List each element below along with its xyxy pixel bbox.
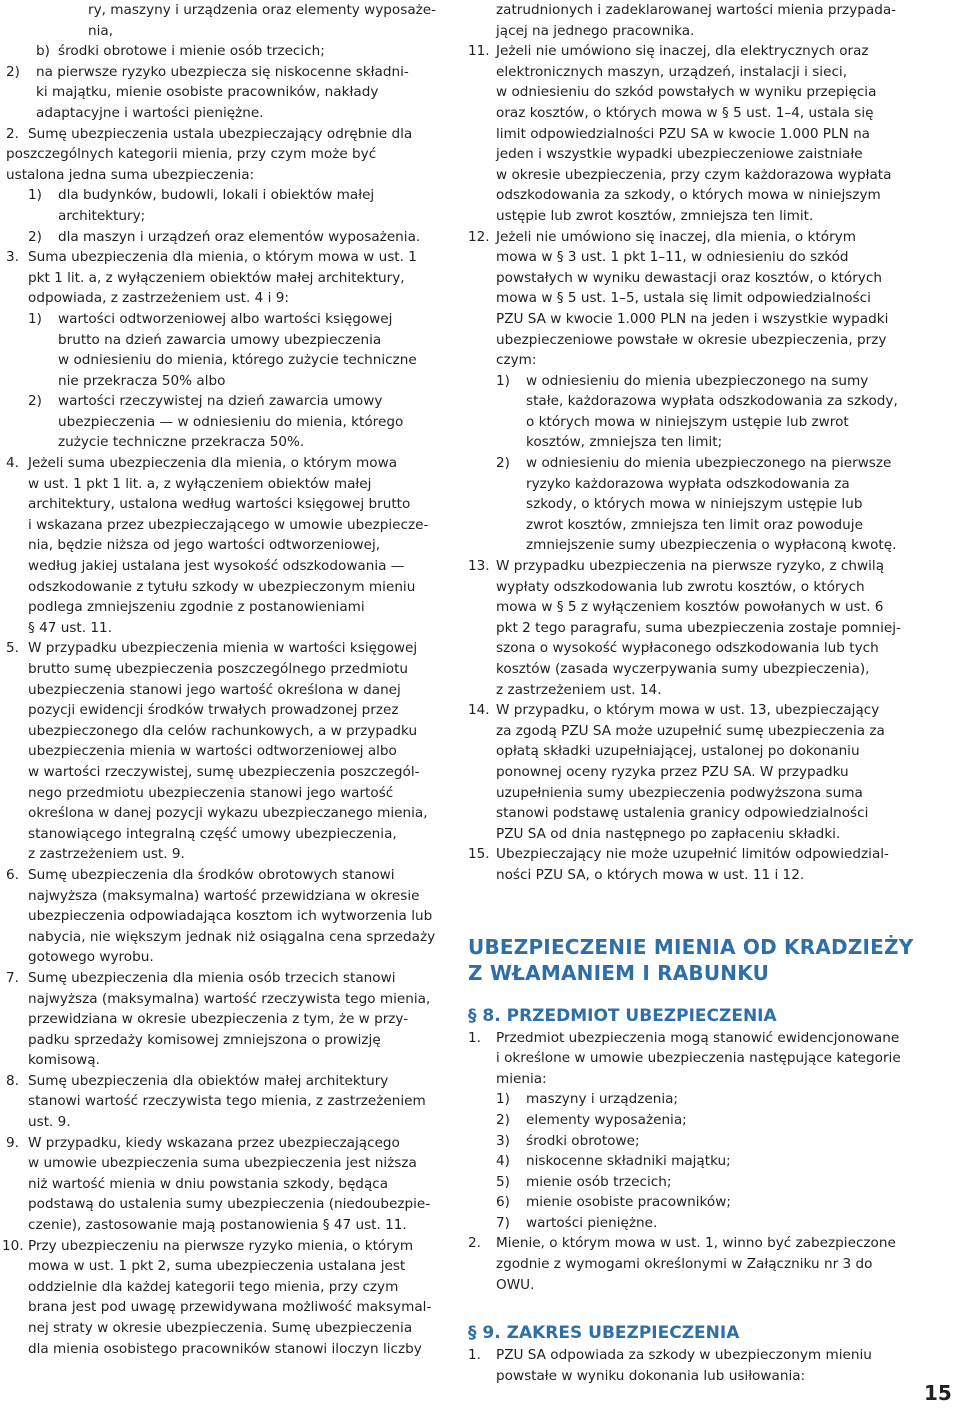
- text-line: zmniejszenie sumy ubezpieczenia o wypłaconą kwotę.: [526, 537, 897, 554]
- text-line: W przypadku ubezpieczenia mienia w wartości księgowej: [28, 640, 418, 657]
- text-line: Przedmiot ubezpieczenia mogą stanowić ewidencjonowane: [496, 1029, 900, 1046]
- text-line: oddzielnie dla każdej kategorii tego mienia, przy czym: [28, 1278, 399, 1295]
- paragraph-block: [468, 1131, 920, 1152]
- text-line: i wskazana przez ubezpieczającego w umowie ubezpiecze-: [28, 516, 429, 533]
- text-line: w umowie ubezpieczenia suma ubezpieczenia jest niższa: [28, 1155, 417, 1172]
- paragraph-block: [6, 247, 450, 309]
- item-text: [496, 0, 920, 41]
- text-line: pkt 1 lit. a, z wyłączeniem obiektów małej architektury,: [28, 269, 405, 286]
- item-number: 5): [496, 1173, 510, 1190]
- item-number: 5.: [6, 640, 19, 657]
- item-text: [496, 1233, 920, 1295]
- paragraph-block: [468, 556, 920, 700]
- left-column: [2, 0, 450, 1359]
- item-text: [6, 144, 450, 185]
- paragraph-block: [6, 391, 450, 453]
- text-line: ubezpieczeniowe powstałe w okresie ubezpieczenia, przy: [496, 331, 887, 348]
- text-line: PZU SA w kwocie 1.000 PLN na jeden i wszystkie wypadki: [496, 310, 889, 327]
- text-line: ustalona jedna suma ubezpieczenia:: [6, 166, 255, 183]
- text-line: szkody, o których mowa w niniejszym ustępie lub: [526, 496, 863, 513]
- item-text: [496, 227, 920, 371]
- text-line: ubezpieczenia stanowi jego wartość określona w danej: [28, 681, 401, 698]
- paragraph-block: [468, 371, 920, 453]
- text-line: szona o wysokość wypłaconego odszkodowania lub tych: [496, 640, 879, 657]
- text-line: brutto na dzień zawarcia umowy ubezpieczenia: [58, 331, 382, 348]
- text-line: z zastrzeżeniem ust. 14.: [496, 681, 662, 698]
- paragraph-block: [6, 309, 450, 391]
- item-number: 2): [6, 63, 20, 80]
- item-number: 15.: [468, 846, 490, 863]
- text-line: ności PZU SA, o których mowa w ust. 11 i 12.: [496, 866, 805, 883]
- text-line: mienie osobiste pracowników;: [526, 1194, 731, 1211]
- item-text: [496, 1028, 920, 1090]
- right-column: [468, 0, 920, 1386]
- text-line: nie przekracza 50% albo: [58, 372, 226, 389]
- paragraph-block: [468, 1192, 920, 1213]
- text-line: komisową.: [28, 1052, 100, 1069]
- paragraph-block: [468, 1172, 920, 1193]
- item-text: [496, 1345, 920, 1386]
- paragraph-block: [468, 844, 920, 885]
- item-text: [58, 227, 450, 248]
- item-number: 8.: [6, 1072, 19, 1089]
- text-line: W przypadku, kiedy wskazana przez ubezpieczającego: [28, 1134, 400, 1151]
- text-line: brutto sumę ubezpieczenia poszczególnego przedmiotu: [28, 661, 409, 677]
- text-line: elektronicznych maszyn, urządzeń, instalacji i sieci,: [496, 63, 848, 80]
- text-line: Sumę ubezpieczenia dla środków obrotowych stanowi: [28, 866, 395, 883]
- item-number: 1): [496, 1091, 510, 1108]
- text-line: § 47 ust. 11.: [28, 619, 113, 636]
- text-line: ki majątku, mienie osobiste pracowników, nakłady: [36, 84, 379, 101]
- paragraph-block: [6, 227, 450, 248]
- text-line: stanowiącego integralną część umowy ubezpieczenia,: [28, 825, 397, 842]
- text-line: niż wartość mienia w dniu powstania szkody, będąca: [28, 1175, 389, 1192]
- item-text: [28, 865, 450, 968]
- text-line: architektury;: [58, 207, 146, 224]
- text-line: najwyższa (maksymalna) wartość rzeczywista tego mienia,: [28, 990, 431, 1007]
- item-number: 2): [28, 393, 42, 410]
- item-number: 1.: [468, 1029, 481, 1046]
- paragraph-block: [6, 124, 450, 145]
- text-line: ustępie lub zwrot kosztów, zmniejsza ten limit.: [496, 207, 814, 224]
- text-line: według jakiej ustalana jest wysokość odszkodowania —: [28, 558, 405, 575]
- text-line: ry, maszyny i urządzenia oraz elementy wyposaże-: [88, 2, 437, 18]
- text-line: niskocenne składniki majątku;: [526, 1153, 731, 1170]
- text-line: środki obrotowe i mienie osób trzecich;: [58, 43, 325, 60]
- item-number: 9.: [6, 1134, 19, 1151]
- item-number: 2): [496, 1111, 510, 1128]
- item-text: [58, 309, 450, 391]
- item-text: [496, 556, 920, 700]
- item-text: [526, 1089, 920, 1110]
- item-text: [28, 453, 450, 638]
- text-line: gotowego wyrobu.: [28, 949, 154, 966]
- text-line: w odniesieniu do szkód powstałych w wyniku przepięcia: [496, 84, 877, 101]
- text-line: stanowi wartość rzeczywista tego mienia, z zastrzeżeniem: [28, 1093, 426, 1110]
- text-line: i określone w umowie ubezpieczenia następujące kategorie: [496, 1050, 901, 1067]
- item-text: [58, 41, 450, 62]
- text-line: brana jest pod uwagę przewidywana możliwość maksymal-: [28, 1299, 432, 1316]
- text-line: jeden i wszystkie wypadki ubezpieczeniowe zaistniałe: [496, 146, 863, 163]
- text-line: Przy ubezpieczeniu na pierwsze ryzyko mienia, o którym: [28, 1237, 414, 1254]
- paragraph-block: [6, 185, 450, 226]
- text-line: zużycie techniczne przekracza 50%.: [58, 434, 305, 451]
- text-line: Jeżeli nie umówiono się inaczej, dla elektrycznych oraz: [496, 43, 869, 60]
- text-line: jącej na jednego pracownika.: [496, 22, 695, 39]
- text-line: ubezpieczenia mienia w wartości odtworzeniowej albo: [28, 743, 397, 760]
- paragraph-block: [468, 1345, 920, 1386]
- text-line: o których mowa w niniejszym ustępie lub zwrot: [526, 413, 849, 430]
- paragraph-block: [468, 227, 920, 371]
- item-number: 4.: [6, 455, 19, 472]
- text-line: Mienie, o którym mowa w ust. 1, winno być zabezpieczone: [496, 1235, 896, 1252]
- text-line: mowa w ust. 1 pkt 2, suma ubezpieczenia ustalana jest: [28, 1258, 406, 1275]
- item-number: 3.: [6, 249, 19, 266]
- text-line: Ubezpieczający nie może uzupełnić limitów odpowiedzial-: [496, 846, 889, 863]
- item-number: 2): [496, 455, 510, 472]
- item-number: 2): [28, 228, 42, 245]
- item-text: [526, 1192, 920, 1213]
- item-text: [526, 1110, 920, 1131]
- text-line: ubezpieczonego dla celów rachunkowych, a w przypadku: [28, 722, 418, 739]
- item-text: [526, 1172, 920, 1193]
- text-line: mienie osób trzecich;: [526, 1173, 672, 1190]
- item-number: 10.: [2, 1237, 24, 1254]
- text-line: padku sprzedaży komisowej zmniejszona o prowizję: [28, 1031, 381, 1048]
- item-number: 1): [496, 372, 510, 389]
- text-line: w ust. 1 pkt 1 lit. a, z wyłączeniem obiektów małej: [28, 475, 372, 492]
- text-line: nabycia, nie większym jednak niż osiągalna cena sprzedaży: [28, 928, 436, 945]
- item-text: [58, 391, 450, 453]
- item-number: b): [36, 43, 50, 60]
- paragraph-block: [468, 1213, 920, 1234]
- text-line: wartości rzeczywistej na dzień zawarcia umowy: [58, 393, 383, 410]
- section-title: [468, 934, 920, 986]
- text-line: w odniesieniu do mienia ubezpieczonego na pierwsze: [526, 455, 892, 472]
- text-line: odszkodowanie z tytułu szkody w ubezpieczonym mieniu: [28, 578, 416, 595]
- paragraph-block: [468, 1151, 920, 1172]
- text-line: w odniesieniu do mienia, którego zużycie techniczne: [58, 352, 417, 369]
- text-line: zgodnie z wymogami określonymi w Załączniku nr 3 do: [496, 1256, 873, 1273]
- item-text: [496, 844, 920, 885]
- item-text: [526, 1151, 920, 1172]
- text-line: stałe, każdorazowa wypłata odszkodowania za szkody,: [526, 393, 898, 410]
- paragraph-block: [6, 968, 450, 1071]
- paragraph-block: [468, 1233, 920, 1295]
- paragraph-block: [468, 1110, 920, 1131]
- item-number: 12.: [468, 228, 490, 245]
- item-number: 6.: [6, 866, 19, 883]
- text-line: PZU SA odpowiada za szkody w ubezpieczonym mieniu: [496, 1347, 872, 1364]
- item-number: 2.: [468, 1235, 481, 1252]
- item-text: [28, 247, 450, 309]
- text-line: na pierwsze ryzyko ubezpiecza się niskocenne składni-: [36, 63, 409, 80]
- item-text: [28, 1133, 450, 1236]
- text-line: limit odpowiedzialności PZU SA w kwocie 1.000 PLN na: [496, 125, 871, 142]
- paragraph-block: [468, 41, 920, 226]
- item-text: [28, 968, 450, 1071]
- text-line: ponownej oceny ryzyka przez PZU SA. W przypadku: [496, 763, 849, 780]
- text-line: w okresie ubezpieczenia, przy czym każdorazowa wypłata: [496, 166, 892, 183]
- text-line: ubezpieczenia odpowiadająca kosztom ich wytworzenia lub: [28, 908, 433, 925]
- paragraph-block: [6, 453, 450, 638]
- item-text: [36, 62, 450, 124]
- paragraph-block: [468, 0, 920, 41]
- right-top-paragraphs: [468, 0, 920, 886]
- text-line: z zastrzeżeniem ust. 9.: [28, 846, 185, 863]
- item-text: [526, 453, 920, 556]
- paragraph-block: [6, 62, 450, 124]
- section-9-items: [468, 1345, 920, 1386]
- text-line: Sumę ubezpieczenia dla mienia osób trzecich stanowi: [28, 969, 396, 986]
- text-line: uzupełnienia sumy ubezpieczenia podwyższona suma: [496, 784, 863, 801]
- item-text: [28, 124, 450, 145]
- text-line: Jeżeli nie umówiono się inaczej, dla mienia, o którym: [496, 228, 856, 245]
- text-line: Sumę ubezpieczenia ustala ubezpieczający odrębnie dla: [28, 125, 413, 142]
- section-title-line-2: Z WŁAMANIEM I RABUNKU: [468, 960, 770, 985]
- text-line: nia,: [88, 22, 114, 39]
- text-line: kosztów, zmniejsza ten limit;: [526, 434, 723, 451]
- text-line: dla mienia osobistego pracowników stanowi iloczyn liczby: [28, 1340, 422, 1357]
- text-line: nej straty w okresie ubezpieczenia. Sumę ubezpieczenia: [28, 1320, 413, 1336]
- text-line: czenie), zastosowanie mają postanowienia § 47 ust. 11.: [28, 1217, 407, 1234]
- item-number: 2.: [6, 125, 19, 142]
- text-line: środki obrotowe;: [526, 1132, 640, 1149]
- text-line: w odniesieniu do mienia ubezpieczonego na sumy: [526, 372, 869, 389]
- text-line: najwyższa (maksymalna) wartość przewidziana w okresie: [28, 887, 420, 904]
- section-8-heading: § 8. PRZEDMIOT UBEZPIECZENIA: [468, 1005, 777, 1026]
- text-line: Jeżeli suma ubezpieczenia dla mienia, o którym mowa: [28, 455, 398, 472]
- text-line: za zgodą PZU SA może uzupełnić sumę ubezpieczenia za: [496, 722, 885, 739]
- section-title-line-1: UBEZPIECZENIE MIENIA OD KRADZIEŻY: [468, 934, 914, 959]
- text-line: odpowiada, z zastrzeżeniem ust. 4 i 9:: [28, 290, 289, 307]
- item-text: [28, 638, 450, 865]
- item-number: 11.: [468, 43, 490, 60]
- text-line: W przypadku ubezpieczenia na pierwsze ryzyko, z chwilą: [496, 558, 885, 575]
- item-text: [496, 41, 920, 226]
- item-number: 7): [496, 1214, 510, 1231]
- text-line: pkt 2 tego paragrafu, suma ubezpieczenia zostaje pomniej-: [496, 619, 901, 636]
- item-number: 3): [496, 1132, 510, 1149]
- text-line: podlega zmniejszeniu zgodnie z postanowieniami: [28, 599, 365, 616]
- text-line: architektury, ustalona według wartości księgowej brutto: [28, 496, 411, 513]
- paragraph-block: [2, 1236, 450, 1360]
- item-text: [58, 185, 450, 226]
- section-8-items: [468, 1028, 920, 1296]
- paragraph-block: [6, 638, 450, 865]
- text-line: powstałe w wyniku dokonania lub usiłowania:: [496, 1367, 806, 1384]
- text-line: przewidziana w okresie ubezpieczenia z tym, że w przy-: [28, 1011, 409, 1028]
- text-line: Sumę ubezpieczenia dla obiektów małej architektury: [28, 1072, 389, 1089]
- paragraph-block: [468, 453, 920, 556]
- paragraph-block: [6, 1133, 450, 1236]
- text-line: odszkodowania za szkody, o których mowa w niniejszym: [496, 187, 881, 204]
- text-line: Suma ubezpieczenia dla mienia, o którym mowa w ust. 1: [28, 249, 417, 266]
- paragraph-block: [6, 0, 450, 41]
- text-line: ubezpieczenia — w odniesieniu do mienia, którego: [58, 413, 404, 430]
- paragraph-block: [6, 865, 450, 968]
- item-text: [28, 1236, 450, 1360]
- item-text: [526, 1131, 920, 1152]
- text-line: W przypadku, o którym mowa w ust. 13, ubezpieczający: [496, 702, 880, 719]
- item-number: 13.: [468, 558, 490, 575]
- item-number: 1.: [468, 1347, 481, 1364]
- item-text: [496, 700, 920, 844]
- text-line: podstawą do ustalenia sumy ubezpieczenia (niedoubezpie-: [28, 1196, 431, 1213]
- text-line: kosztów (zasada wyczerpywania sumy ubezpieczenia),: [496, 661, 870, 677]
- text-line: pozycji ewidencji środków trwałych prowadzonej przez: [28, 702, 399, 719]
- item-text: [526, 1213, 920, 1234]
- text-line: poszczególnych kategorii mienia, przy czym może być: [6, 146, 377, 163]
- text-line: mowa w § 3 ust. 1 pkt 1–11, w odniesieniu do szkód: [496, 249, 849, 266]
- paragraph-block: [6, 1071, 450, 1133]
- text-line: zwrot kosztów, zmniejsza ten limit oraz powoduje: [526, 516, 863, 533]
- text-line: mienia:: [496, 1070, 547, 1087]
- text-line: mowa w § 5 z wyłączeniem kosztów powołanych w ust. 6: [496, 599, 884, 616]
- item-number: 4): [496, 1153, 510, 1170]
- text-line: stanowi podstawę ustalenia granicy odpowiedzialności: [496, 805, 869, 822]
- item-number: 7.: [6, 969, 19, 986]
- text-line: określona w danej pozycji wykazu ubezpieczanego mienia,: [28, 805, 428, 822]
- paragraph-block: [468, 1089, 920, 1110]
- text-line: wypłaty odszkodowania lub zwrotu kosztów, o których: [496, 578, 865, 595]
- text-line: oraz kosztów, o których mowa w § 5 ust. 1–4, ustala się: [496, 104, 874, 121]
- text-line: adaptacyjne i wartości pieniężne.: [36, 104, 264, 121]
- text-line: nia, będzie niższa od jego wartości odtworzeniowej,: [28, 537, 381, 554]
- section-9-heading: § 9. ZAKRES UBEZPIECZENIA: [468, 1323, 740, 1344]
- paragraph-block: [6, 41, 450, 62]
- text-line: elementy wyposażenia;: [526, 1111, 687, 1128]
- item-number: 14.: [468, 702, 490, 719]
- text-line: powstałych w wyniku dewastacji oraz kosztów, o których: [496, 269, 882, 286]
- text-line: OWU.: [496, 1276, 535, 1293]
- text-line: maszyny i urządzenia;: [526, 1091, 679, 1108]
- text-line: nego przedmiotu ubezpieczenia stanowi jego wartość: [28, 784, 394, 801]
- item-text: [88, 0, 450, 41]
- text-line: wartości pieniężne.: [526, 1214, 658, 1231]
- text-line: opłatą składki uzupełniającej, ustalonej po dokonaniu: [496, 743, 860, 760]
- text-line: dla budynków, budowli, lokali i obiektów małej: [58, 187, 375, 204]
- text-line: czym:: [496, 352, 537, 369]
- text-line: dla maszyn i urządzeń oraz elementów wyposażenia.: [58, 228, 421, 245]
- text-line: ust. 9.: [28, 1114, 71, 1131]
- text-line: ryzyko każdorazowa wypłata odszkodowania za: [526, 475, 850, 492]
- item-text: [28, 1071, 450, 1133]
- text-line: mowa w § 5 ust. 1–5, ustala się limit odpowiedzialności: [496, 290, 871, 307]
- text-line: w wartości rzeczywistej, sumę ubezpieczenia poszczegól-: [28, 763, 420, 780]
- paragraph-block: [468, 700, 920, 844]
- text-line: PZU SA od dnia następnego po zapłaceniu składki.: [496, 825, 841, 842]
- item-number: 1): [28, 310, 42, 327]
- item-number: 6): [496, 1194, 510, 1211]
- item-text: [526, 371, 920, 453]
- page-number: 15: [924, 1381, 952, 1405]
- text-line: zatrudnionych i zadeklarowanej wartości mienia przypada-: [496, 2, 897, 18]
- paragraph-block: [468, 1028, 920, 1090]
- text-line: wartości odtworzeniowej albo wartości księgowej: [58, 310, 393, 327]
- item-number: 1): [28, 187, 42, 204]
- paragraph-block: [6, 144, 450, 185]
